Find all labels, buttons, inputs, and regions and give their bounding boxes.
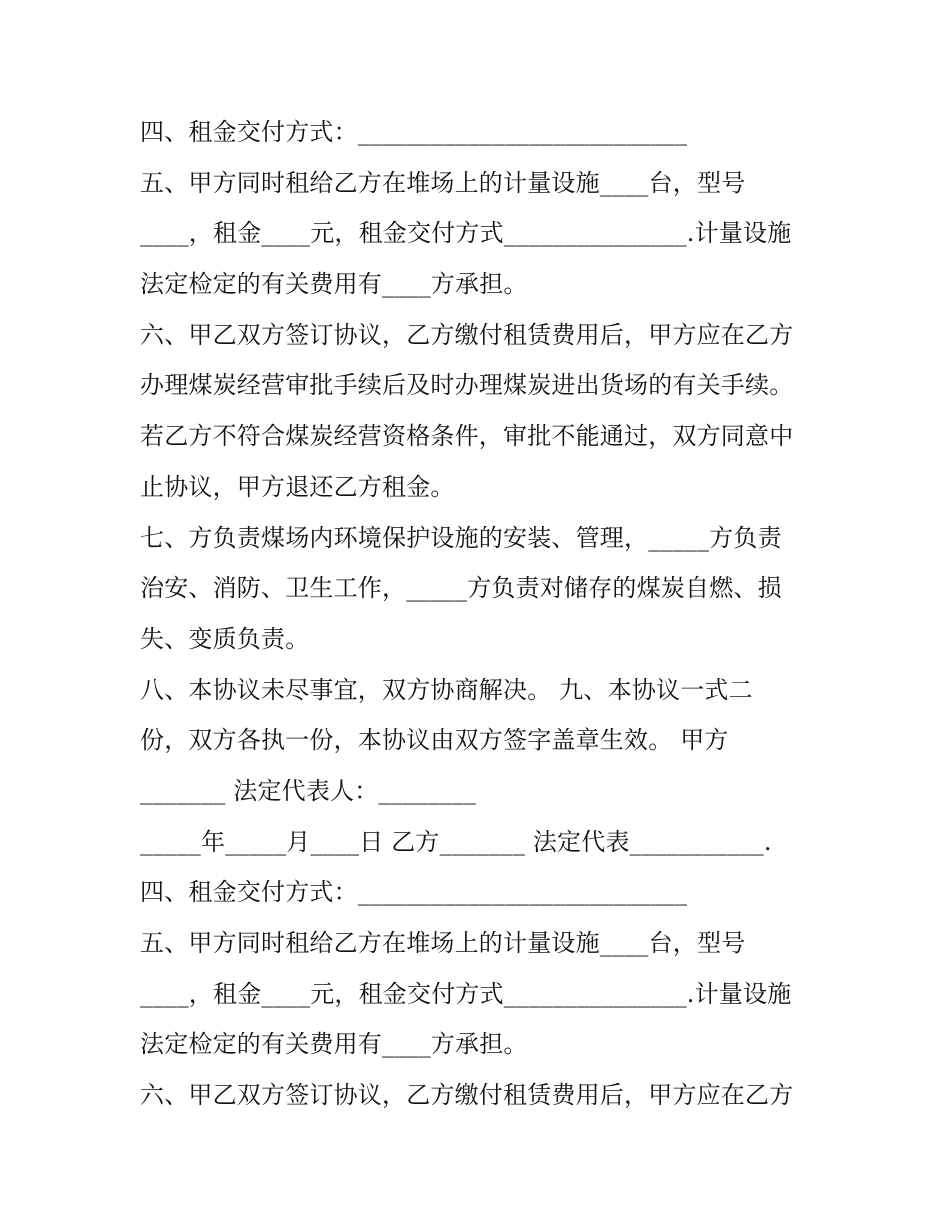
clause-7-line-3: 失、变质负责。 <box>140 624 310 653</box>
clause-7-line-2: 治安、消防、卫生工作，_____方负责对储存的煤炭自燃、损 <box>140 574 782 603</box>
clause-4-rent-payment: 四、租金交付方式：___________________________ <box>140 118 688 146</box>
clause-5-line-1-repeat: 五、甲方同时租给乙方在堆场上的计量设施____台，型号 <box>140 929 746 957</box>
clause-9-line-2: 份，双方各执一份，本协议由双方签字盖章生效。 甲方 <box>140 726 729 755</box>
clause-7-line-1: 七、方负责煤场内环境保护设施的安装、管理，_____方负责 <box>140 523 782 552</box>
clause-6-line-1: 六、甲乙双方签订协议，乙方缴付租赁费用后，甲方应在乙方 <box>140 320 794 349</box>
clause-6-line-2: 办理煤炭经营审批手续后及时办理煤炭进出货场的有关手续。 <box>140 371 794 400</box>
clause-5-line-3: 法定检定的有关费用有____方承担。 <box>140 270 528 299</box>
clause-5-line-2-repeat: ____，租金____元，租金交付方式_______________.计量设施 <box>140 979 792 1008</box>
clause-5-line-3-repeat: 法定检定的有关费用有____方承担。 <box>140 1030 528 1059</box>
clause-5-line-1: 五、甲方同时租给乙方在堆场上的计量设施____台，型号 <box>140 168 746 197</box>
clause-6-line-4: 止协议，甲方退还乙方租金。 <box>140 472 455 501</box>
clause-6-line-1-repeat: 六、甲乙双方签订协议，乙方缴付租赁费用后，甲方应在乙方 <box>140 1081 794 1110</box>
clause-5-line-2: ____，租金____元，租金交付方式_______________.计量设施 <box>140 219 792 248</box>
contract-body <box>140 107 830 1121</box>
signature-date-party-b: _____年_____月____日 乙方_______ 法定代表___________. <box>140 827 772 856</box>
clause-6-line-3: 若乙方不符合煤炭经营资格条件，审批不能通过，双方同意中 <box>140 422 794 451</box>
signature-party-a: _______ 法定代表人：________ <box>140 776 477 805</box>
clause-4-rent-payment-repeat: 四、租金交付方式：___________________________ <box>140 878 688 907</box>
clause-8-9-line-1: 八、本协议未尽事宜，双方协商解决。 九、本协议一式二 <box>140 675 753 704</box>
